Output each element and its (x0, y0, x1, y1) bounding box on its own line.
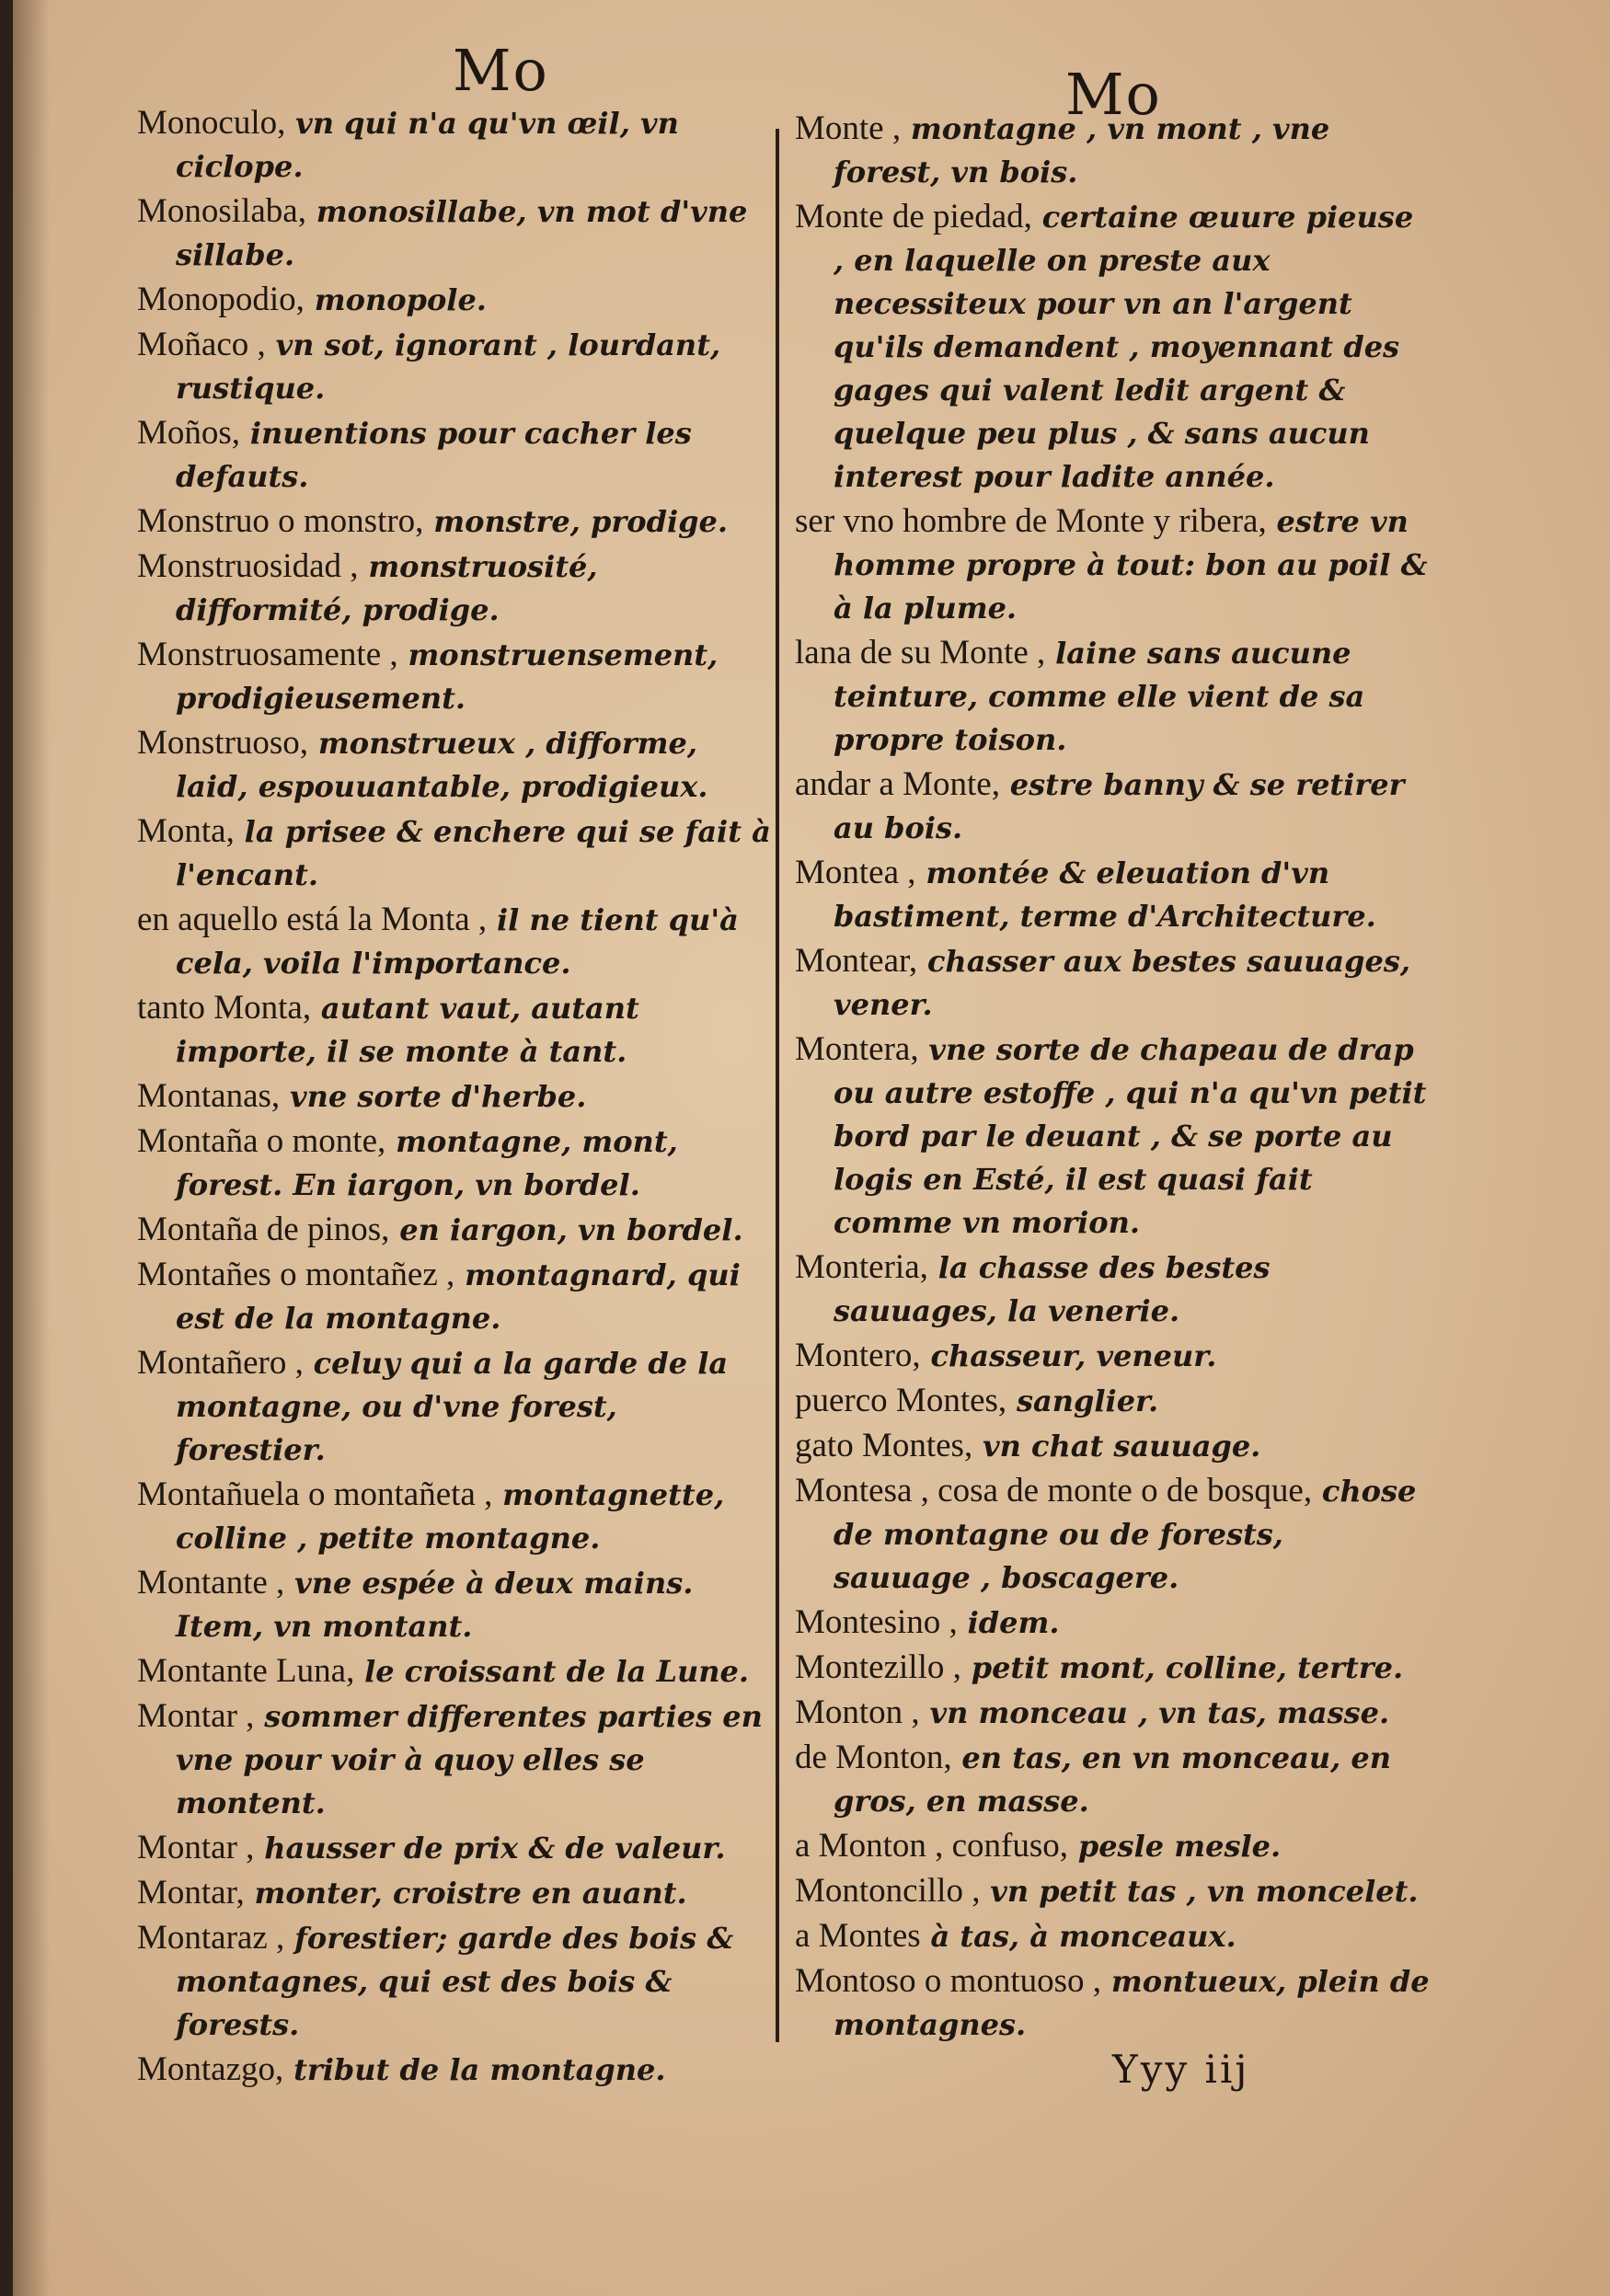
dictionary-entry (795, 1824, 1430, 1868)
entry-headword: Montero, (795, 1337, 921, 1374)
entry-headword: Montoso o montuoso , (795, 1962, 1102, 2000)
entry-definition: petit mont, colline, tertre. (971, 1650, 1404, 1685)
entry-headword: Montera, (795, 1030, 919, 1068)
entry-definition: inuentions pour cacher les defauts. (176, 416, 692, 494)
dictionary-entry (795, 195, 1430, 499)
dictionary-entry (137, 1826, 772, 1870)
entry-headword: lana de su Monte , (795, 634, 1046, 672)
entry-headword: Montar , (137, 1829, 255, 1866)
entry-definition: monstrueux , difforme, laid, espouuantable, prodigieux. (176, 726, 708, 804)
entry-headword: en aquello está la Monta , (137, 901, 488, 938)
entry-definition: certaine œuure pieuse , en laquelle on preste aux necessiteux pour vn an l'argent qu'ils demandent , moyennant des gages qui valent ledit argent & quelque peu plus , & sans aucun interest pour ladite année. (834, 200, 1414, 494)
entry-definition: montagne, mont, forest. En iargon, vn bordel. (176, 1124, 678, 1202)
entry-headword: Montezillo , (795, 1648, 961, 1686)
dictionary-entry (795, 1246, 1430, 1333)
dictionary-entry (137, 278, 772, 322)
column-divider (776, 129, 779, 2042)
running-header-left: Mo (453, 37, 549, 104)
dictionary-entry (795, 1601, 1430, 1645)
dictionary-entry (137, 1649, 772, 1693)
entry-definition: laine sans aucune teinture, comme elle vient de sa propre toison. (834, 636, 1365, 757)
entry-definition: chasseur, veneur. (930, 1338, 1217, 1373)
entry-definition: autant vaut, autant importe, il se monte à tant. (176, 991, 639, 1069)
dictionary-entry (137, 986, 772, 1073)
dictionary-entry (137, 545, 772, 632)
entry-headword: Montoncillo , (795, 1872, 981, 1910)
dictionary-entry (137, 1208, 772, 1252)
entry-headword: Montañero , (137, 1344, 304, 1382)
entry-definition: montagnette, colline , petite montagne. (176, 1477, 725, 1556)
entry-definition: monstre, prodige. (433, 504, 728, 539)
entry-definition: vn petit tas , vn moncelet. (990, 1874, 1419, 1909)
entry-definition: idem. (967, 1605, 1060, 1640)
entry-definition: celuy qui a la garde de la montagne, ou d'vne forest, forestier. (176, 1346, 729, 1467)
dictionary-entry (795, 499, 1430, 630)
entry-headword: Monstruo o monstro, (137, 502, 424, 540)
entry-headword: de Monton, (795, 1739, 952, 1776)
entry-headword: Monstruosidad , (137, 547, 359, 585)
entry-headword: Montazgo, (137, 2050, 284, 2088)
entry-headword: Montante Luna, (137, 1652, 355, 1690)
entry-definition: vne sorte d'herbe. (290, 1079, 587, 1114)
entry-headword: Montañes o montañez , (137, 1256, 455, 1293)
entry-headword: Montea , (795, 854, 916, 891)
entry-definition: monstruensement, prodigieusement. (176, 637, 719, 716)
dictionary-entry (795, 1379, 1430, 1423)
entry-headword: Monta, (137, 812, 235, 850)
entry-headword: Monstruosamente , (137, 636, 398, 673)
dictionary-entry (137, 323, 772, 410)
dictionary-entry (795, 1646, 1430, 1690)
right-column (795, 107, 1430, 2048)
dictionary-entry (137, 411, 772, 499)
entry-definition: il ne tient qu'à cela, voila l'importance. (176, 902, 739, 981)
entry-headword: puerco Montes, (795, 1382, 1007, 1419)
entry-headword: a Monton , confuso, (795, 1827, 1068, 1865)
dictionary-entry (137, 1871, 772, 1915)
dictionary-entry (795, 1469, 1430, 1600)
dictionary-entry (137, 721, 772, 809)
dictionary-entry (137, 633, 772, 720)
dictionary-entry (795, 1691, 1430, 1735)
entry-definition: montueux, plein de montagnes. (834, 1964, 1430, 2042)
entry-headword: Monosilaba, (137, 192, 306, 230)
entry-definition: vn monceau , vn tas, masse. (929, 1695, 1390, 1730)
entry-headword: ser vno hombre de Monte y ribera, (795, 502, 1267, 540)
dictionary-entry (795, 1736, 1430, 1823)
dictionary-entry (137, 1694, 772, 1825)
entry-headword: a Montes (795, 1917, 921, 1955)
entry-headword: Montar, (137, 1874, 245, 1911)
entry-headword: gato Montes, (795, 1427, 973, 1464)
entry-headword: tanto Monta, (137, 989, 312, 1027)
dictionary-entry (795, 763, 1430, 850)
entry-headword: Monstruoso, (137, 724, 309, 762)
dictionary-entry (137, 1916, 772, 2047)
dictionary-entry (137, 1473, 772, 1560)
dictionary-entry (795, 939, 1430, 1027)
entry-headword: Monteria, (795, 1248, 928, 1286)
entry-definition: montée & eleuation d'vn bastiment, terme d'Architecture. (834, 855, 1376, 934)
entry-headword: Montesa , cosa de monte o de bosque, (795, 1472, 1313, 1510)
dictionary-entry (137, 2048, 772, 2092)
entry-headword: Montañuela o montañeta , (137, 1475, 493, 1513)
entry-headword: andar a Monte, (795, 765, 1000, 803)
entry-headword: Monton , (795, 1693, 920, 1731)
entry-definition: vn qui n'a qu'vn œil, vn ciclope. (176, 106, 679, 184)
entry-definition: vne espée à deux mains. Item, vn montant. (176, 1566, 694, 1644)
entry-definition: tribut de la montagne. (293, 2052, 666, 2087)
page-edge-shadow (13, 0, 50, 2296)
entry-headword: Montaña o monte, (137, 1122, 386, 1160)
entry-headword: Monopodio, (137, 281, 305, 318)
entry-definition: la prisee & enchere qui se fait à l'encant. (176, 814, 771, 892)
dictionary-entry (137, 809, 772, 897)
dictionary-entry (137, 189, 772, 277)
dictionary-entry (795, 631, 1430, 762)
entry-definition: hausser de prix & de valeur. (264, 1831, 726, 1866)
dictionary-entry (137, 1341, 772, 1472)
dictionary-entry (137, 898, 772, 985)
entry-definition: monstruosité, difformité, prodige. (176, 549, 598, 627)
entry-definition: chasser aux bestes sauuages, vener. (834, 944, 1410, 1022)
dictionary-entry (137, 1119, 772, 1207)
dictionary-entry (795, 1869, 1430, 1913)
entry-definition: pesle mesle. (1077, 1829, 1282, 1864)
left-column (137, 101, 772, 2093)
book-page (13, 0, 1610, 2296)
entry-headword: Montar , (137, 1697, 255, 1735)
entry-definition: vn chat sauuage. (983, 1429, 1261, 1464)
entry-headword: Montanas, (137, 1077, 281, 1115)
entry-headword: Montesino , (795, 1603, 958, 1641)
entry-definition: sanglier. (1016, 1383, 1159, 1418)
running-header-right: Mo (1065, 61, 1162, 128)
dictionary-entry (795, 1914, 1430, 1958)
entry-headword: Monte , (795, 109, 902, 147)
dictionary-entry (137, 1561, 772, 1648)
entry-definition: forestier; garde des bois & montagnes, qui est des bois & forests. (176, 1921, 734, 2042)
dictionary-entry (795, 1027, 1430, 1245)
entry-definition: monopole. (314, 282, 487, 317)
entry-definition: vne sorte de chapeau de drap ou autre estoffe , qui n'a qu'vn petit bord par le deuant , & se porte au logis en Esté, il est quasi fait comme vn morion. (834, 1032, 1427, 1240)
entry-definition: en tas, en vn monceau, en gros, en masse. (834, 1740, 1391, 1819)
entry-definition: la chasse des bestes sauuages, la venerie. (834, 1250, 1271, 1328)
entry-definition: en iargon, vn bordel. (399, 1212, 743, 1247)
entry-definition: vn sot, ignorant , lourdant, rustique. (176, 327, 721, 406)
entry-definition: le croissant de la Lune. (364, 1654, 750, 1689)
entry-definition: monosillabe, vn mot d'vne sillabe. (176, 194, 748, 272)
entry-headword: Montante , (137, 1564, 285, 1601)
dictionary-entry (795, 1334, 1430, 1378)
entry-headword: Moños, (137, 414, 241, 452)
dictionary-entry (795, 851, 1430, 938)
entry-definition: estre vn homme propre à tout: bon au poil & à la plume. (834, 504, 1428, 626)
entry-definition: à tas, à monceaux. (930, 1919, 1236, 1954)
entry-definition: montagnard, qui est de la montagne. (176, 1257, 741, 1336)
entry-headword: Monoculo, (137, 104, 286, 142)
dictionary-entry (137, 499, 772, 544)
dictionary-entry (795, 107, 1430, 194)
entry-headword: Montear, (795, 942, 918, 980)
entry-definition: monter, croistre en auant. (254, 1876, 687, 1911)
entry-headword: Montaraz , (137, 1919, 285, 1957)
dictionary-entry (137, 1074, 772, 1119)
dictionary-entry (137, 1253, 772, 1340)
entry-headword: Montaña de pinos, (137, 1211, 390, 1248)
dictionary-entry (795, 1959, 1430, 2047)
dictionary-entry (137, 101, 772, 189)
entry-definition: sommer differentes parties en vne pour voir à quoy elles se montent. (176, 1699, 763, 1820)
entry-definition: estre banny & se retirer au bois. (834, 767, 1405, 845)
entry-headword: Moñaco , (137, 326, 266, 363)
entry-headword: Monte de piedad, (795, 198, 1032, 235)
entry-definition: montagne , vn mont , vne forest, vn bois. (834, 111, 1330, 189)
signature-mark: Yyy iij (1112, 2047, 1250, 2092)
entry-definition: chose de montagne ou de forests, sauuage , boscagere. (834, 1474, 1417, 1595)
dictionary-entry (795, 1424, 1430, 1468)
